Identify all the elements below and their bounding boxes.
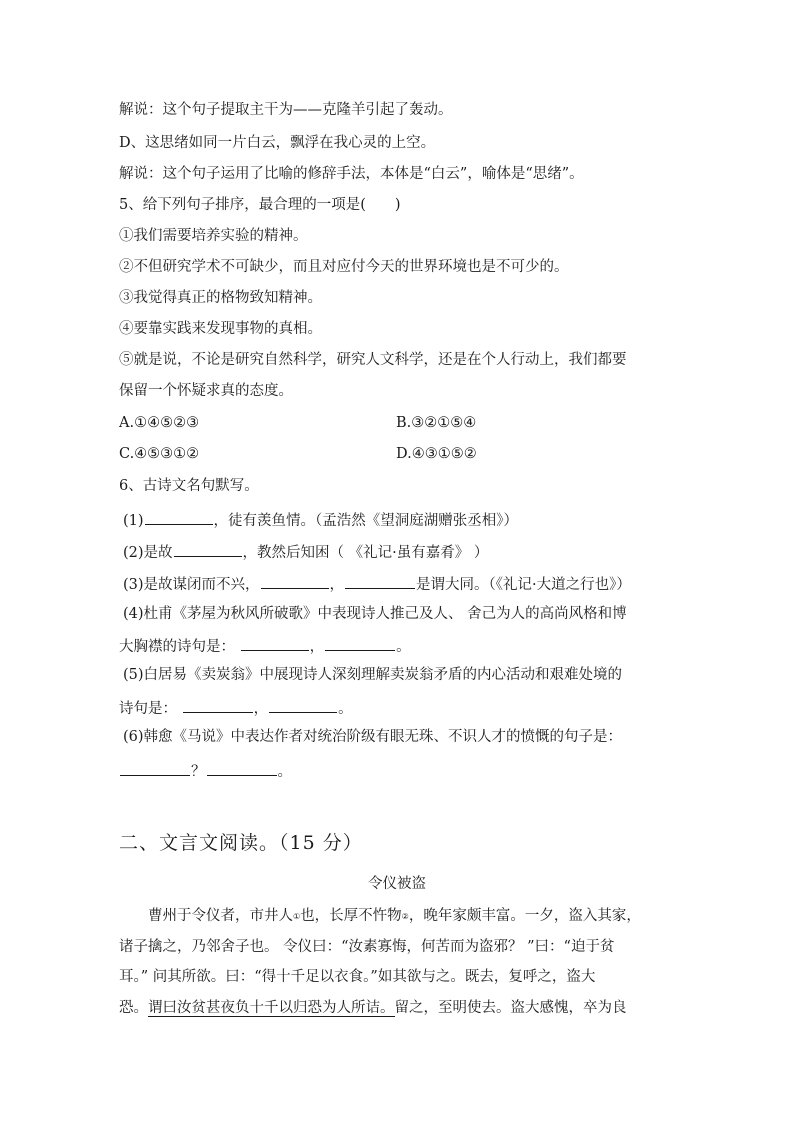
item-3-comma: ， xyxy=(329,577,345,593)
article-text: ，晚年家颇丰富。一夕，盗入其家， xyxy=(408,908,641,924)
sentence-3: ③我觉得真正的格物致知精神。 xyxy=(119,290,322,306)
article-line-4 xyxy=(119,998,675,1018)
poem-item-4-line-2 xyxy=(119,634,411,657)
sentence-5-part-1: ⑤就是说，不论是研究自然科学，研究人文科学，还是在个人行动上，我们都要 xyxy=(119,352,627,368)
explanation-line-2: 解说：这个句子运用了比喻的修辞手法，本体是“白云”，喻体是“思绪”。 xyxy=(119,166,584,182)
question-5-title: 5、给下列句子排序，最合理的一项是( ) xyxy=(119,197,401,213)
item-3-suffix: 是谓大同。（《礼记·大道之行也》） xyxy=(416,577,631,593)
option-d-sentence: D、这思绪如同一片白云，飘浮在我心灵的上空。 xyxy=(119,135,436,151)
sentence-1: ①我们需要培养实验的精神。 xyxy=(119,228,308,244)
option-d: D.④③①⑤② xyxy=(396,446,477,462)
item-4-prefix: 大胸襟的诗句是： xyxy=(119,639,240,655)
answer-blank[interactable] xyxy=(120,759,190,776)
answer-blank[interactable] xyxy=(183,696,253,713)
question-6-title: 6、古诗文名句默写。 xyxy=(119,478,259,494)
article-text: 恐。 xyxy=(119,1000,148,1016)
article-line-2: 诸子擒之，乃邻舍子也。 令仪曰：“汝素寡悔，何苦而为盗邪？ ”曰：“迫于贫 xyxy=(119,939,615,955)
poem-item-5-line-2 xyxy=(119,696,353,719)
item-6-question-mark: ？ xyxy=(191,764,206,780)
article-line-1 xyxy=(119,906,675,927)
poem-item-5-line-1: (5)白居易《卖炭翁》中展现诗人深刻理解卖炭翁矛盾的内心活动和艰难处境的 xyxy=(123,667,623,683)
answer-blank[interactable] xyxy=(261,572,329,589)
poem-item-4-line-1: (4)杜甫《茅屋为秋风所破歌》中表现诗人推己及人、 舍己为人的高尚风格和博 xyxy=(123,606,627,622)
poem-item-2 xyxy=(123,540,488,563)
answer-blank[interactable] xyxy=(207,759,277,776)
article-title: 令仪被盗 xyxy=(368,876,426,892)
article-line-3: 耳。” 问其所欲。曰：“得十千足以衣食。”如其欲与之。既去，复呼之，盗大 xyxy=(119,969,596,985)
poem-item-6-line-2 xyxy=(119,759,292,782)
answer-blank[interactable] xyxy=(325,634,395,651)
item-1-suffix: ，徒有羡鱼情。（孟浩然《望洞庭湖赠张丞相》） xyxy=(213,513,519,529)
item-2-prefix: (2)是故 xyxy=(123,545,173,561)
sentence-4: ④要靠实践来发现事物的真相。 xyxy=(119,321,322,337)
answer-blank[interactable] xyxy=(269,696,337,713)
item-5-period: 。 xyxy=(338,701,353,717)
poem-item-6-line-1: (6)韩愈《马说》中表达作者对统治阶级有眼无珠、不识人才的愤慨的句子是： xyxy=(123,729,623,745)
option-c: C.④⑤③①② xyxy=(119,446,200,462)
answer-blank[interactable] xyxy=(145,508,213,525)
option-b: B.③②①⑤④ xyxy=(396,415,477,431)
article-text: 留之，至明使去。盗大感愧，卒为良 xyxy=(394,1000,627,1016)
section-2-heading: 二、文言文阅读。（15 分） xyxy=(119,832,363,854)
sentence-5-part-2: 保留一个怀疑求真的态度。 xyxy=(119,383,293,399)
answer-blank[interactable] xyxy=(174,540,242,557)
item-1-prefix: (1) xyxy=(123,513,144,529)
item-4-comma: ， xyxy=(309,639,325,655)
item-2-suffix: ，教然后知困（ 《礼记·虽有嘉肴》 ） xyxy=(242,545,489,561)
item-3-prefix: (3)是故谋闭而不兴， xyxy=(123,577,260,593)
sentence-2: ②不但研究学术不可缺少，而且对应付今天的世界环境也是不可少的。 xyxy=(119,259,569,275)
option-a: A.①④⑤②③ xyxy=(119,415,200,431)
underlined-sentence: 谓曰汝贫甚夜负十千以归恐为人所诘。 xyxy=(148,1000,395,1016)
item-6-period: 。 xyxy=(277,764,292,780)
item-5-comma: ， xyxy=(253,701,269,717)
poem-item-3 xyxy=(123,572,631,595)
answer-blank[interactable] xyxy=(345,572,415,589)
article-text: 也，长厚不忤物 xyxy=(300,908,402,924)
poem-item-1 xyxy=(123,508,518,531)
item-4-period: 。 xyxy=(396,639,411,655)
answer-blank[interactable] xyxy=(241,634,309,651)
explanation-line-1: 解说：这个句子提取主干为——克隆羊引起了轰动。 xyxy=(119,102,453,118)
footnote-marker: ① xyxy=(293,912,301,921)
item-5-prefix: 诗句是： xyxy=(119,701,182,717)
footnote-marker: ② xyxy=(401,912,409,921)
article-text: 曹州于令仪者，市井人 xyxy=(148,908,293,924)
